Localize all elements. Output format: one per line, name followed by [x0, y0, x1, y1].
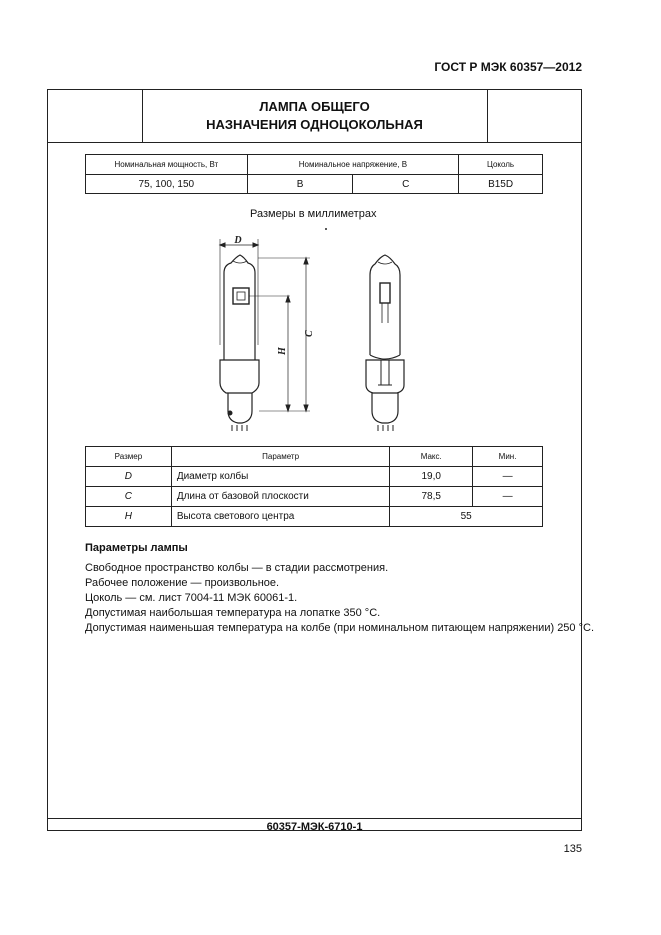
- lamp-drawing: [200, 225, 430, 437]
- cap-type: B15D: [459, 175, 543, 194]
- header-power: Номинальная мощность, Вт: [86, 155, 248, 175]
- voltage-c: С: [353, 175, 459, 194]
- sheet-code: 60357-МЭК-6710-1: [266, 821, 363, 833]
- row-parameter: Диаметр колбы: [171, 467, 390, 487]
- title-line-1: ЛАМПА ОБЩЕГО: [259, 99, 370, 114]
- row-parameter: Высота светового центра: [171, 507, 390, 527]
- table-row: [86, 467, 543, 487]
- row-symbol: H: [86, 507, 172, 527]
- power-values: 75, 100, 150: [86, 175, 248, 194]
- sheet-title: [142, 98, 487, 134]
- table-row: [86, 487, 543, 507]
- standard-code: ГОСТ Р МЭК 60357—2012: [434, 60, 582, 74]
- header-voltage: Номинальное напряжение, В: [247, 155, 459, 175]
- dimension-table-header: [86, 447, 543, 467]
- row-value: 55: [390, 507, 543, 527]
- page-number: 135: [563, 843, 582, 855]
- voltage-b: В: [247, 175, 353, 194]
- lamp-side-view: [220, 239, 310, 431]
- header-cap: Цоколь: [459, 155, 543, 175]
- row-symbol: D: [86, 467, 172, 487]
- table-row: [86, 507, 543, 527]
- rating-table-row: [86, 175, 543, 194]
- param-line: Рабочее положение — произвольное.: [85, 577, 280, 589]
- param-line: Цоколь — см. лист 7004-11 МЭК 60061-1.: [85, 592, 298, 604]
- row-symbol: C: [86, 487, 172, 507]
- title-divider-right: [487, 89, 488, 142]
- dimensions-note: Размеры в миллиметрах: [250, 208, 377, 220]
- lamp-front-view: [325, 229, 404, 431]
- param-line: Допустимая наименьшая температура на колбе (при номинальном питающем напряжении) 250 °С.: [85, 622, 595, 634]
- row-min: —: [473, 487, 543, 507]
- footer-divider: [47, 818, 582, 819]
- param-line: Свободное пространство колбы — в стадии рассмотрения.: [85, 562, 389, 574]
- param-line: Допустимая наибольшая температура на лопатке 350 °С.: [85, 607, 381, 619]
- title-line-2: НАЗНАЧЕНИЯ ОДНОЦОКОЛЬНАЯ: [206, 117, 423, 132]
- title-block: [47, 89, 582, 143]
- row-parameter: Длина от базовой плоскости: [171, 487, 390, 507]
- header-size: Размер: [86, 447, 172, 467]
- label-d: D: [234, 235, 242, 246]
- header-parameter: Параметр: [171, 447, 390, 467]
- lamp-params-heading: Параметры лампы: [85, 542, 188, 554]
- label-c: C: [304, 330, 315, 337]
- dimension-table: [85, 446, 543, 527]
- row-max: 19,0: [390, 467, 473, 487]
- row-min: —: [473, 467, 543, 487]
- header-min: Мин.: [473, 447, 543, 467]
- label-h: H: [277, 347, 288, 355]
- rating-table-header: [86, 155, 543, 175]
- row-max: 78,5: [390, 487, 473, 507]
- rating-table: [85, 154, 543, 194]
- header-max: Макс.: [390, 447, 473, 467]
